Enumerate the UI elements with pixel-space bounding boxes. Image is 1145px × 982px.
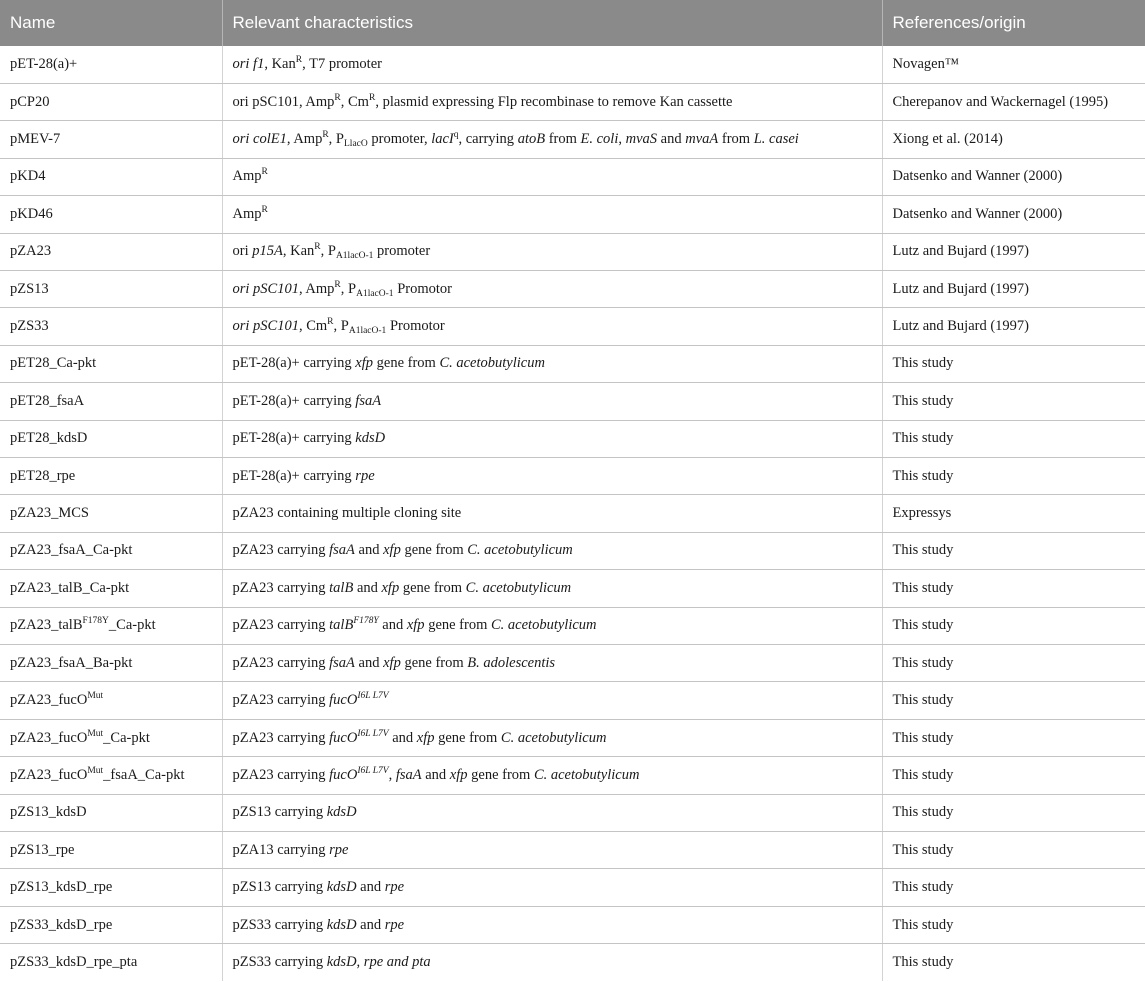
header-name: Name (0, 0, 222, 46)
text-segment: , P (333, 318, 349, 335)
cell-characteristics (222, 607, 882, 644)
text-segment: promoter (373, 243, 431, 260)
text-segment: I6L L7V (357, 728, 389, 739)
table-row (0, 495, 1145, 532)
cell-characteristics (222, 196, 882, 233)
cell-name (0, 420, 222, 457)
text-segment: pZS13 carrying (232, 879, 327, 896)
cell-reference: This study (882, 383, 1145, 420)
cell-reference: This study (882, 457, 1145, 494)
text-segment: pZS33 (10, 318, 49, 335)
cell-reference: This study (882, 570, 1145, 607)
text-segment: kdsD (326, 804, 357, 821)
text-segment: kdsD (355, 430, 386, 447)
table-row (0, 457, 1145, 494)
cell-name (0, 607, 222, 644)
text-segment: Mut (87, 728, 104, 739)
text-segment: , Kan (282, 243, 315, 260)
text-segment: and (353, 579, 382, 596)
text-segment: I6L L7V (357, 691, 389, 702)
table-row (0, 570, 1145, 607)
text-segment: talB (329, 617, 354, 634)
cell-reference: This study (892, 954, 954, 971)
cell-name (0, 532, 222, 569)
text-segment: kdsD (326, 879, 357, 896)
text-segment: R (368, 92, 376, 103)
text-segment: xfp (406, 617, 425, 634)
text-segment: pZA23 carrying (232, 766, 330, 783)
text-segment: pZA23_MCS (10, 505, 89, 522)
text-segment: ori (232, 243, 253, 260)
table-row (0, 532, 1145, 569)
table-row (0, 757, 1145, 794)
text-segment: gene from (373, 355, 440, 372)
cell-characteristics (222, 457, 882, 494)
text-segment: pZS33_kdsD_rpe_pta (10, 954, 138, 971)
cell-reference: Datsenko and Wanner (2000) (882, 196, 1145, 233)
text-segment: pET28_rpe (10, 467, 76, 484)
cell-reference: This study (882, 794, 1145, 831)
text-segment: pZA23 carrying (232, 579, 330, 596)
text-segment: ori f1 (232, 55, 265, 72)
cell-characteristics (222, 46, 882, 83)
text-segment: pZA23 carrying (232, 692, 330, 709)
text-segment: Promotor (386, 318, 445, 335)
text-segment: R (261, 204, 268, 215)
text-segment: pZS13 (10, 280, 49, 297)
table-row (0, 196, 1145, 233)
text-segment: gene from (400, 542, 468, 559)
text-segment: A1lacO-1 (335, 251, 374, 262)
text-segment: mvaA (685, 131, 719, 148)
text-segment: A1lacO-1 (348, 326, 387, 337)
text-segment: rpe (384, 879, 405, 896)
text-segment: xfp (416, 729, 435, 746)
text-segment: ori colE1 (232, 131, 287, 148)
cell-name (0, 645, 222, 682)
cell-characteristics (222, 270, 882, 307)
cell-characteristics (222, 308, 882, 345)
text-segment: kdsD (326, 954, 357, 971)
table-row (0, 869, 1145, 906)
text-segment: pZS13_kdsD (10, 804, 87, 821)
text-segment: and (388, 729, 417, 746)
cell-characteristics (222, 682, 882, 719)
text-segment: , T7 promoter (302, 55, 382, 72)
cell-reference: Lutz and Bujard (1997) (882, 308, 1145, 345)
cell-name (0, 719, 222, 756)
cell-characteristics (222, 420, 882, 457)
table-row (0, 121, 1145, 158)
cell-characteristics (222, 233, 882, 270)
text-segment: , Amp (298, 280, 335, 297)
text-segment: fsaA (395, 766, 422, 783)
header-references-origin: References/origin (882, 0, 1145, 46)
text-segment: gene from (400, 654, 468, 671)
text-segment: gene from (399, 579, 466, 596)
text-segment: pZA23_fucO (10, 766, 88, 783)
cell-reference: This study (882, 682, 1145, 719)
text-segment: pET28_fsaA (10, 392, 85, 409)
text-segment: kdsD (326, 916, 357, 933)
text-segment: , Kan (264, 55, 296, 72)
table-row (0, 719, 1145, 756)
table-body (0, 46, 1145, 981)
cell-name (0, 570, 222, 607)
text-segment: pZA23_fsaA_Ca-pkt (10, 542, 133, 559)
cell-characteristics (222, 121, 882, 158)
text-segment: and (354, 542, 384, 559)
cell-name (0, 83, 222, 120)
cell-reference: Lutz and Bujard (1997) (882, 270, 1145, 307)
text-segment: pZA23_fucO (10, 729, 88, 746)
table-row (0, 233, 1145, 270)
text-segment: , (356, 954, 364, 971)
text-segment: R (322, 130, 329, 141)
cell-characteristics (222, 345, 882, 382)
cell-characteristics (222, 83, 882, 120)
text-segment: pCP20 (10, 93, 50, 110)
cell-name (0, 308, 222, 345)
text-segment: C. acetobutylicum (491, 617, 597, 634)
text-segment: pET-28(a)+ carrying (232, 392, 356, 409)
text-segment: C. acetobutylicum (467, 542, 573, 559)
text-segment: L. casei (753, 131, 799, 148)
cell-reference: Lutz and Bujard (1997) (882, 233, 1145, 270)
text-segment: ori pSC101 (232, 318, 299, 335)
table-row (0, 270, 1145, 307)
text-segment: I6L L7V (357, 765, 389, 776)
cell-name (0, 944, 222, 981)
cell-name (0, 46, 222, 83)
cell-name (0, 794, 222, 831)
text-segment: q (453, 130, 459, 141)
cell-reference: This study (882, 832, 1145, 869)
text-segment: pET28_Ca-pkt (10, 355, 97, 372)
text-segment: rpe and pta (363, 954, 431, 971)
text-segment: R (261, 167, 268, 178)
cell-characteristics (222, 532, 882, 569)
cell-reference: Novagen™ (882, 46, 1145, 83)
cell-characteristics (222, 906, 882, 943)
table-row (0, 944, 1145, 981)
table-row (0, 158, 1145, 195)
cell-name (0, 832, 222, 869)
cell-name (0, 158, 222, 195)
text-segment: gene from (467, 766, 534, 783)
text-segment: fsaA (355, 392, 382, 409)
text-segment: R (334, 279, 341, 290)
text-segment: atoB (517, 131, 546, 148)
text-segment: xfp (383, 542, 401, 559)
text-segment: , Cm (340, 93, 369, 110)
cell-reference: This study (882, 607, 1145, 644)
text-segment: xfp (449, 766, 468, 783)
table-row (0, 906, 1145, 943)
text-segment: pZS13_rpe (10, 841, 75, 858)
text-segment: fsaA (329, 542, 355, 559)
text-segment: fsaA (329, 654, 355, 671)
table-row (0, 383, 1145, 420)
text-segment: pZA13 carrying (232, 841, 330, 858)
cell-name (0, 233, 222, 270)
text-segment: pZS13 carrying (232, 804, 327, 821)
text-segment: , (618, 131, 626, 148)
text-segment: fucO (329, 766, 358, 783)
table-row (0, 832, 1145, 869)
text-segment: pZA23 carrying (232, 542, 330, 559)
cell-characteristics (222, 832, 882, 869)
cell-reference: This study (882, 757, 1145, 794)
text-segment: pZA23_talB_Ca-pkt (10, 579, 130, 596)
cell-characteristics (222, 944, 882, 981)
text-segment: from (545, 131, 581, 148)
text-segment: and (356, 879, 385, 896)
cell-reference: This study (882, 719, 1145, 756)
table-row (0, 83, 1145, 120)
text-segment: pMEV-7 (10, 131, 61, 148)
cell-name (0, 757, 222, 794)
text-segment: rpe (329, 841, 349, 858)
text-segment: B. adolescentis (467, 654, 556, 671)
text-segment: fucO (329, 692, 358, 709)
cell-name (0, 270, 222, 307)
text-segment: pKD4 (10, 168, 46, 185)
text-segment: ori pSC101, Amp (232, 93, 335, 110)
table-row (0, 607, 1145, 644)
text-segment: gene from (434, 729, 501, 746)
text-segment: lacI (431, 131, 454, 148)
text-segment: Mut (87, 765, 104, 776)
table-row (0, 420, 1145, 457)
text-segment: and (378, 617, 407, 634)
cell-reference: This study (882, 645, 1145, 682)
cell-name (0, 906, 222, 943)
text-segment: pZS33 carrying (232, 916, 327, 933)
text-segment: F178Y (82, 616, 109, 627)
cell-name (0, 682, 222, 719)
text-segment: Mut (87, 691, 104, 702)
text-segment: and (354, 654, 384, 671)
text-segment: pET28_kdsD (10, 430, 88, 447)
text-segment: from (718, 131, 754, 148)
text-segment: gene from (424, 617, 491, 634)
header-relevant-characteristics: Relevant characteristics (222, 0, 882, 46)
text-segment: pET-28(a)+ (10, 55, 78, 72)
text-segment: _Ca-pkt (103, 729, 150, 746)
text-segment: fucO (329, 729, 358, 746)
text-segment: pET-28(a)+ carrying (232, 430, 356, 447)
cell-characteristics (222, 869, 882, 906)
table-row (0, 308, 1145, 345)
text-segment: _fsaA_Ca-pkt (103, 766, 185, 783)
cell-characteristics (222, 570, 882, 607)
text-segment: pZA23 carrying (232, 729, 330, 746)
cell-reference: Expressys (882, 495, 1145, 532)
text-segment: R (314, 242, 321, 253)
text-segment: , plasmid expressing Flp recombinase to remove Kan cassette (375, 93, 733, 110)
table-row (0, 794, 1145, 831)
cell-reference: Datsenko and Wanner (2000) (882, 158, 1145, 195)
table-header (0, 0, 1145, 46)
text-segment: Amp (232, 205, 262, 222)
text-segment: , Cm (298, 318, 328, 335)
text-segment: pZA23 carrying (232, 654, 330, 671)
cell-name (0, 869, 222, 906)
text-segment: pZS33 carrying (232, 954, 327, 971)
text-segment: Promotor (393, 280, 452, 297)
text-segment: xfp (355, 355, 374, 372)
text-segment: promoter, (367, 131, 432, 148)
text-segment: pKD46 (10, 205, 53, 222)
text-segment: and (356, 916, 385, 933)
text-segment: xfp (383, 654, 401, 671)
text-segment: , P (340, 280, 357, 297)
text-segment: Amp (232, 168, 262, 185)
text-segment: LlacO (344, 139, 368, 150)
cell-characteristics (222, 645, 882, 682)
cell-characteristics (222, 794, 882, 831)
cell-characteristics (222, 719, 882, 756)
cell-characteristics (222, 495, 882, 532)
cell-reference: This study (882, 420, 1145, 457)
cell-name (0, 121, 222, 158)
text-segment: talB (329, 579, 354, 596)
text-segment: pET-28(a)+ carrying (232, 355, 356, 372)
cell-name (0, 383, 222, 420)
text-segment: xfp (381, 579, 400, 596)
text-segment: , P (320, 243, 336, 260)
text-segment: and (421, 766, 450, 783)
text-segment: pZS33_kdsD_rpe (10, 916, 113, 933)
text-segment: C. acetobutylicum (533, 766, 640, 783)
cell-name (0, 196, 222, 233)
text-segment: , (388, 766, 396, 783)
cell-name (0, 457, 222, 494)
text-segment: rpe (384, 916, 405, 933)
text-segment: ori pSC101 (232, 280, 299, 297)
table-row (0, 682, 1145, 719)
text-segment: pZA23 containing multiple cloning site (232, 505, 462, 522)
cell-characteristics (222, 757, 882, 794)
cell-name (0, 495, 222, 532)
cell-reference: Cherepanov and Wackernagel (1995) (882, 83, 1145, 120)
text-segment: E. coli (580, 131, 619, 148)
cell-reference: This study (882, 906, 1145, 943)
text-segment: and (657, 131, 686, 148)
cell-reference: Xiong et al. (2014) (882, 121, 1145, 158)
text-segment: pZA23_fsaA_Ba-pkt (10, 654, 133, 671)
text-segment: R (295, 54, 303, 65)
cell-reference: This study (882, 869, 1145, 906)
text-segment: F178Y (353, 616, 379, 627)
cell-reference: This study (882, 345, 1145, 382)
table-row (0, 645, 1145, 682)
text-segment: A1lacO-1 (356, 288, 394, 299)
cell-characteristics (222, 383, 882, 420)
header-row (0, 0, 1145, 46)
text-segment: rpe (355, 467, 375, 484)
text-segment: , carrying (458, 131, 518, 148)
text-segment: pET-28(a)+ carrying (232, 467, 356, 484)
text-segment: R (327, 317, 334, 328)
text-segment: pZA23_talB (10, 617, 83, 634)
cell-reference: This study (882, 532, 1145, 569)
text-segment: C. acetobutylicum (439, 355, 545, 372)
text-segment: p15A (252, 243, 283, 260)
text-segment: pZA23_fucO (10, 692, 88, 709)
cell-characteristics (222, 158, 882, 195)
text-segment: , P (328, 131, 344, 148)
text-segment: C. acetobutylicum (500, 729, 607, 746)
text-segment: _Ca-pkt (108, 617, 156, 634)
text-segment: mvaS (625, 131, 658, 148)
table-row (0, 46, 1145, 83)
text-segment: pZA23 (10, 243, 52, 260)
table-row (0, 345, 1145, 382)
text-segment: C. acetobutylicum (465, 579, 572, 596)
text-segment: , Amp (286, 131, 323, 148)
cell-name (0, 345, 222, 382)
text-segment: R (334, 92, 341, 103)
text-segment: pZA23 carrying (232, 617, 330, 634)
text-segment: pZS13_kdsD_rpe (10, 879, 113, 896)
